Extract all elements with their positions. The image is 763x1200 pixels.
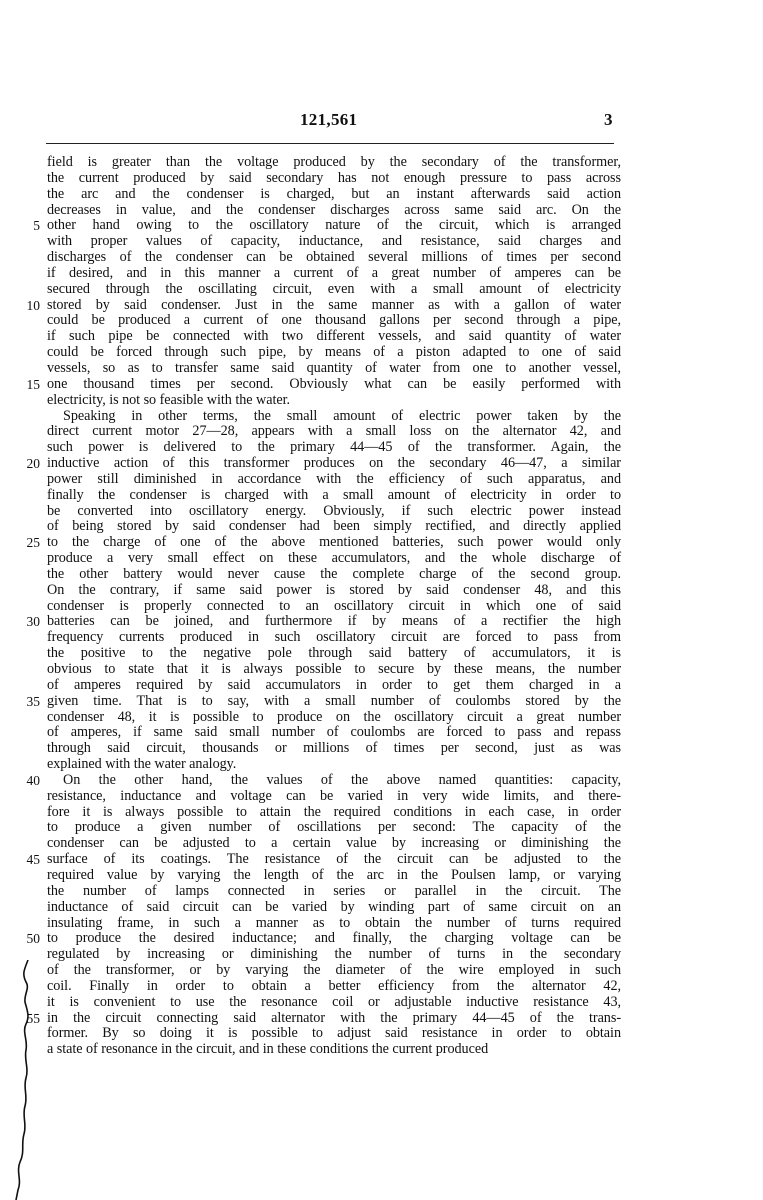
text-line [0, 916, 763, 932]
line-text: of being stored by said condenser had been simply rectified, and directly applied [47, 518, 621, 535]
text-line [0, 551, 763, 567]
text-line [0, 282, 763, 298]
line-text: the positive to the negative pole through said battery of accumulators, it is [47, 645, 621, 662]
text-line [0, 599, 763, 615]
line-text: condenser 48, it is possible to produce on the oscillatory circuit a great number [47, 708, 621, 725]
line-text: if desired, and in this manner a current of a great number of amperes can be [47, 264, 621, 281]
text-line [0, 852, 763, 868]
text-line [0, 234, 763, 250]
text-line [0, 313, 763, 329]
line-text: could be produced a current of one thousand gallons per second through a pipe, [47, 312, 621, 329]
line-text: of amperes, if same said small number of coulombs are forced to pass and repass [47, 724, 621, 741]
page-edge-tear [0, 960, 40, 1200]
line-text: inductive action of this transformer produces on the secondary 46—47, a similar [47, 455, 621, 472]
line-text: inductance of said circuit can be varied by winding part of same circuit on an [47, 898, 621, 915]
line-text: to produce a given number of oscillations per second: The capacity of the [47, 819, 621, 836]
text-line [0, 488, 763, 504]
text-line [0, 694, 763, 710]
line-text: Speaking in other terms, the small amount of electric power taken by the [63, 407, 621, 424]
text-line [0, 535, 763, 551]
text-line [0, 995, 763, 1011]
line-number: 35 [26, 693, 40, 709]
line-text: decreases in value, and the condenser discharges across same said arc. On the [47, 201, 621, 218]
text-line [0, 868, 763, 884]
text-line [0, 329, 763, 345]
line-text: of amperes required by said accumulators in order to get them charged in a [47, 676, 621, 693]
line-text: On the other hand, the values of the above named quantities: capacity, [63, 771, 621, 788]
line-text: a state of resonance in the circuit, and in these conditions the current produced [47, 1041, 489, 1058]
text-line [0, 171, 763, 187]
text-line [0, 773, 763, 789]
line-text: explained with the water analogy. [47, 756, 237, 773]
line-text: electricity, is not so feasible with the water. [47, 391, 290, 408]
text-line [0, 155, 763, 171]
line-number: 25 [26, 535, 40, 551]
line-number: 15 [26, 376, 40, 392]
line-text: the number of lamps connected in series or parallel in the circuit. The [47, 882, 621, 899]
text-line [0, 472, 763, 488]
text-line [0, 377, 763, 393]
text-line [0, 203, 763, 219]
line-text: field is greater than the voltage produced by the secondary of the transformer, [47, 154, 621, 170]
text-line [0, 1042, 763, 1058]
line-text: one thousand times per second. Obviously what can be easily performed with [47, 375, 621, 392]
text-line [0, 884, 763, 900]
text-line [0, 614, 763, 630]
text-line [0, 1026, 763, 1042]
text-line [0, 931, 763, 947]
text-line [0, 820, 763, 836]
line-text: stored by said condenser. Just in the same manner as with a gallon of water [47, 296, 621, 313]
text-line [0, 900, 763, 916]
header-rule [46, 143, 614, 144]
line-text: former. By so doing it is possible to adjust said resistance in order to obtain [47, 1025, 621, 1042]
text-line [0, 805, 763, 821]
line-text: On the contrary, if same said power is stored by said condenser 48, and this [47, 581, 621, 598]
line-text: to the charge of one of the above mentioned batteries, such power would only [47, 534, 621, 551]
line-text: could be forced through such pipe, by means of a piston adapted to one of said [47, 344, 621, 361]
line-text: the arc and the condenser is charged, but an instant afterwards said action [47, 185, 621, 202]
line-number: 10 [26, 297, 40, 313]
text-line [0, 345, 763, 361]
line-text: with proper values of capacity, inductance, and resistance, said charges and [47, 233, 621, 250]
text-line [0, 583, 763, 599]
text-line [0, 393, 763, 409]
line-text: required value by varying the length of the arc in the Poulsen lamp, or varying [47, 866, 621, 883]
line-text: fore it is always possible to attain the required conditions in each case, in order [47, 803, 621, 820]
text-line [0, 567, 763, 583]
line-text: coil. Finally in order to obtain a better efficiency from the alternator 42, [47, 977, 621, 994]
text-line [0, 947, 763, 963]
line-text: discharges of the condenser can be obtained several millions of times per second [47, 249, 621, 266]
line-text: given time. That is to say, with a small number of coulombs stored by the [47, 692, 621, 709]
line-number: 20 [26, 456, 40, 472]
line-text: in the circuit connecting said alternator with the primary 44—45 of the trans- [47, 1009, 621, 1026]
line-number: 50 [26, 931, 40, 947]
line-text: through said circuit, thousands or millions of times per second, just as was [47, 740, 621, 757]
document-number: 121,561 [300, 110, 358, 129]
text-line [0, 963, 763, 979]
line-text: if such pipe be connected with two different vessels, and said quantity of water [47, 328, 621, 345]
line-number: 30 [26, 614, 40, 630]
text-line [0, 646, 763, 662]
text-line [0, 187, 763, 203]
text-line [0, 250, 763, 266]
line-text: finally the condenser is charged with a small amount of electricity in order to [47, 486, 621, 503]
text-line [0, 218, 763, 234]
page-number: 3 [604, 110, 613, 129]
line-text: it is convenient to use the resonance coil or adjustable inductive resistance 43, [47, 993, 621, 1010]
text-line [0, 1011, 763, 1027]
line-text: frequency currents produced in such oscillatory circuit are forced to pass from [47, 629, 621, 646]
line-text: to produce the desired inductance; and finally, the charging voltage can be [47, 930, 621, 947]
line-text: secured through the oscillating circuit, even with a small amount of electricity [47, 280, 621, 297]
text-line [0, 266, 763, 282]
line-number: 45 [26, 852, 40, 868]
line-number: 40 [26, 772, 40, 788]
line-text: the current produced by said secondary has not enough pressure to pass across [47, 169, 621, 186]
text-line [0, 519, 763, 535]
line-text: of the transformer, or by varying the diameter of the wire employed in such [47, 962, 621, 979]
line-text: vessels, so as to transfer same said quantity of water from one to another vessel, [47, 359, 621, 376]
text-line [0, 678, 763, 694]
text-line [0, 440, 763, 456]
text-line [0, 361, 763, 377]
line-number: 55 [26, 1010, 40, 1026]
line-text: insulating frame, in such a manner as to obtain the number of turns required [47, 914, 621, 931]
text-line [0, 630, 763, 646]
text-line [0, 456, 763, 472]
line-text: surface of its coatings. The resistance of the circuit can be adjusted to the [47, 851, 621, 868]
line-text: such power is delivered to the primary 44—45 of the transformer. Again, the [47, 439, 621, 456]
text-line [0, 725, 763, 741]
line-text: resistance, inductance and voltage can be varied in very wide limits, and there- [47, 787, 621, 804]
text-line [0, 662, 763, 678]
text-line [0, 298, 763, 314]
text-line [0, 836, 763, 852]
text-line [0, 710, 763, 726]
line-text: condenser can be adjusted to a certain value by increasing or diminishing the [47, 835, 621, 852]
line-text: batteries can be joined, and furthermore if by means of a rectifier the high [47, 613, 621, 630]
text-line [0, 789, 763, 805]
line-text: power still diminished in accordance with the efficiency of such apparatus, and [47, 470, 621, 487]
body-text [0, 155, 763, 1058]
line-text: be converted into oscillatory energy. Obviously, if such electric power instead [47, 502, 621, 519]
text-line [0, 424, 763, 440]
line-text: other hand owing to the oscillatory nature of the circuit, which is arranged [47, 217, 621, 234]
line-text: direct current motor 27—28, appears with a small loss on the alternator 42, and [47, 423, 621, 440]
text-line [0, 757, 763, 773]
line-text: produce a very small effect on these accumulators, and the whole discharge of [47, 550, 621, 567]
text-line [0, 504, 763, 520]
text-line [0, 741, 763, 757]
text-line [0, 979, 763, 995]
text-line [0, 409, 763, 425]
line-text: the other battery would never cause the complete charge of the second group. [47, 565, 621, 582]
line-text: regulated by increasing or diminishing the number of turns in the secondary [47, 946, 621, 963]
line-text: obvious to state that it is always possible to secure by these means, the number [47, 661, 621, 677]
line-text: condenser is properly connected to an oscillatory circuit in which one of said [47, 597, 621, 614]
line-number: 5 [33, 218, 40, 234]
